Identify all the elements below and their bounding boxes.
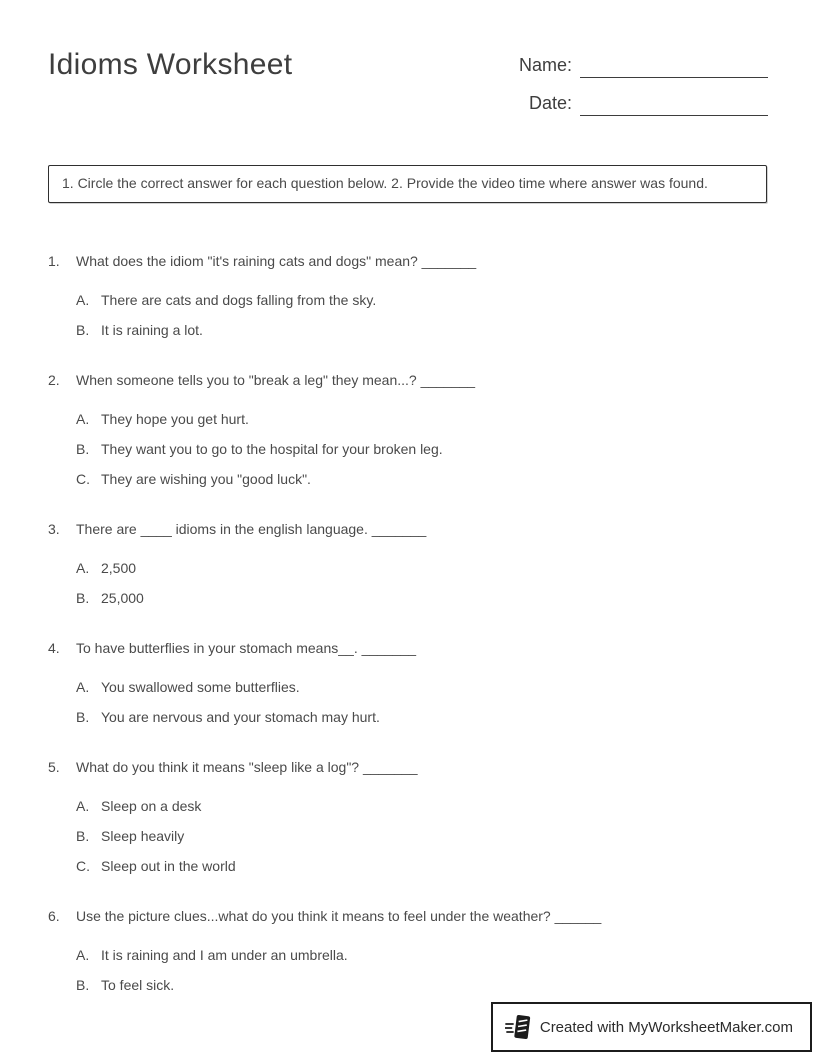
name-label: Name: [518, 55, 572, 75]
worksheet-maker-logo-icon [505, 1012, 532, 1042]
option-text: 2,500 [101, 560, 137, 576]
option-letter: B. [76, 977, 90, 993]
instructions-box [48, 165, 767, 203]
answer-option [76, 590, 772, 607]
answer-option [76, 858, 772, 875]
option-letter: B. [76, 590, 90, 606]
question-number: 4. [48, 640, 60, 656]
answer-option [76, 292, 772, 309]
name-line [580, 51, 768, 78]
answer-option [76, 709, 772, 726]
answer-option [76, 411, 772, 428]
question-number: 6. [48, 908, 60, 924]
answer-option [76, 322, 772, 339]
option-text: They want you to go to the hospital for your broken leg. [101, 441, 443, 457]
header [48, 46, 768, 122]
question-line [48, 521, 772, 538]
question-number: 3. [48, 521, 60, 537]
option-letter: B. [76, 322, 90, 338]
answer-option [76, 977, 772, 994]
option-text: It is raining a lot. [101, 322, 203, 338]
question-item [48, 372, 772, 488]
footer-badge [491, 1002, 812, 1052]
name-date-block [510, 46, 768, 122]
question-text: What do you think it means "sleep like a log"? _______ [76, 759, 418, 775]
date-label: Date: [528, 93, 572, 113]
name-field-row [510, 46, 768, 78]
answer-option [76, 828, 772, 845]
question-number: 1. [48, 253, 60, 269]
option-text: 25,000 [101, 590, 144, 606]
answer-option [76, 441, 772, 458]
option-letter: A. [76, 679, 90, 695]
option-text: To feel sick. [101, 977, 175, 993]
question-line [48, 908, 772, 925]
question-number: 5. [48, 759, 60, 775]
page-title: Idioms Worksheet [48, 48, 293, 81]
option-letter: A. [76, 292, 90, 308]
option-text: They are wishing you "good luck". [101, 471, 311, 487]
option-text: You swallowed some butterflies. [101, 679, 300, 695]
answer-option [76, 560, 772, 577]
option-letter: A. [76, 411, 90, 427]
question-text: There are ____ idioms in the english language. _______ [76, 521, 427, 537]
answer-option [76, 798, 772, 815]
option-letter: B. [76, 441, 90, 457]
question-item [48, 640, 772, 726]
footer-text: Created with MyWorksheetMaker.com [539, 1018, 793, 1036]
answer-option [76, 471, 772, 488]
question-item [48, 253, 772, 339]
question-line [48, 372, 772, 389]
answer-option [76, 947, 772, 964]
question-line [48, 640, 772, 657]
question-text: When someone tells you to "break a leg" they mean...? _______ [76, 372, 476, 388]
option-letter: B. [76, 709, 90, 725]
date-field-row [510, 84, 768, 116]
option-text: You are nervous and your stomach may hurt. [101, 709, 380, 725]
question-line [48, 759, 772, 776]
question-text: Use the picture clues...what do you think it means to feel under the weather? ______ [76, 908, 602, 924]
option-letter: C. [76, 858, 90, 874]
option-text: Sleep out in the world [101, 858, 236, 874]
question-item [48, 759, 772, 875]
question-number: 2. [48, 372, 60, 388]
option-letter: A. [76, 798, 90, 814]
option-letter: A. [76, 947, 90, 963]
option-letter: C. [76, 471, 90, 487]
option-text: There are cats and dogs falling from the sky. [101, 292, 377, 308]
question-text: To have butterflies in your stomach means__. _______ [76, 640, 417, 656]
option-text: Sleep on a desk [101, 798, 202, 814]
option-text: It is raining and I am under an umbrella. [101, 947, 348, 963]
instructions-text: 1. Circle the correct answer for each question below. 2. Provide the video time where answer was found. [62, 175, 708, 191]
question-list [48, 253, 772, 1027]
question-item [48, 521, 772, 607]
option-letter: A. [76, 560, 90, 576]
option-letter: B. [76, 828, 90, 844]
option-text: Sleep heavily [101, 828, 185, 844]
option-text: They hope you get hurt. [101, 411, 249, 427]
question-text: What does the idiom "it's raining cats and dogs" mean? _______ [76, 253, 477, 269]
question-item [48, 908, 772, 994]
question-line [48, 253, 772, 270]
date-line [580, 89, 768, 116]
answer-option [76, 679, 772, 696]
